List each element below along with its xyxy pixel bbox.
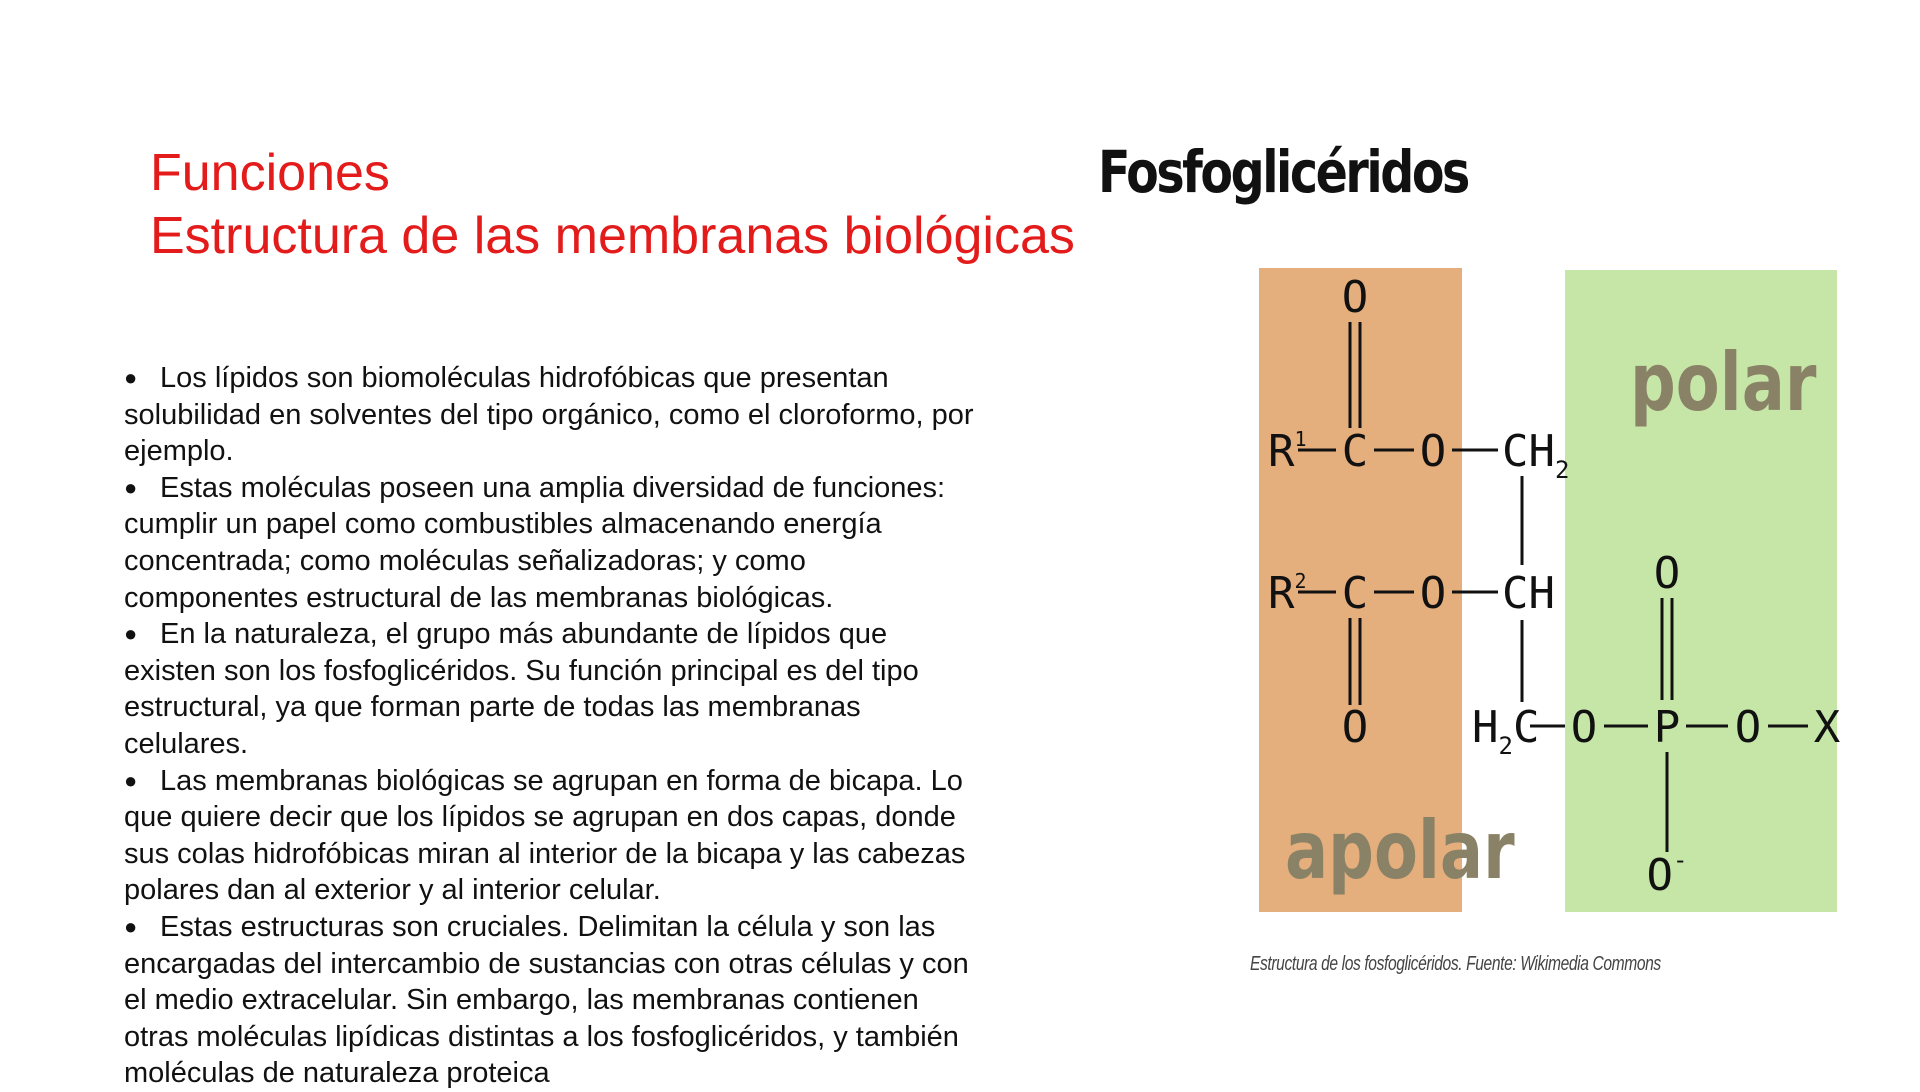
atom-p: P — [1653, 702, 1681, 753]
apolar-label: apolar — [1285, 805, 1515, 898]
atom-c: C — [1341, 426, 1369, 477]
bullet-text: En la naturaleza, el grupo más abundante de lípidos que existen son los fosfoglicéridos. Su función principal es del tipo estructural, ya que forman parte de todas las membranas celulares. — [124, 618, 919, 760]
figure-caption: Estructura de los fosfoglicéridos. Fuente: Wikimedia Commons — [1250, 953, 1661, 975]
bullet-text: Las membranas biológicas se agrupan en forma de bicapa. Lo que quiere decir que los lípidos se agrupan en dos capas, donde sus colas hidrofóbicas miran al interior de la bicapa y las cabezas polares dan al exterior y al interior celular. — [124, 764, 966, 907]
atom-c: C — [1341, 568, 1369, 619]
bullet-icon: ● — [124, 365, 138, 390]
atom-x: X — [1813, 702, 1840, 753]
bullet-icon: ● — [124, 474, 138, 500]
bullet-icon: ● — [124, 621, 138, 647]
slide-title: Estructura de las membranas biológicas — [150, 207, 1075, 265]
atom-r2: $R^2$ — [1268, 568, 1307, 619]
figure-title: Fosfoglicéridos — [1098, 138, 1468, 206]
bullet-item — [124, 763, 984, 909]
bullet-item — [124, 470, 984, 616]
atom-ch: CH — [1502, 568, 1555, 619]
atom-o: O — [1734, 702, 1762, 753]
bullet-item — [124, 616, 984, 762]
bullet-icon: ● — [124, 913, 138, 939]
bullet-item — [124, 360, 984, 470]
atom-h2c: $H_2C$ — [1472, 702, 1540, 760]
bullet-item — [124, 909, 984, 1092]
bullet-icon: ● — [124, 767, 138, 793]
bullet-list — [124, 360, 984, 1092]
atom-ch2: $CH_2$ — [1502, 426, 1570, 484]
section-title: Funciones — [150, 144, 390, 202]
bullet-text: Estas moléculas poseen una amplia diversidad de funciones: cumplir un papel como combustibles almacenando energía concentrada; como moléculas señalizadoras; y como componentes estructural de las membranas biológicas. — [124, 471, 946, 614]
atom-o-minus: O- — [1646, 846, 1688, 901]
atom-o: O — [1570, 702, 1598, 753]
atom-o: O — [1341, 702, 1369, 753]
atom-o: O — [1653, 548, 1681, 599]
atom-r1: $R^1$ — [1268, 426, 1307, 477]
atom-o: O — [1419, 568, 1447, 619]
phosphoglyceride-structure-diagram — [1240, 260, 1840, 920]
atom-o: O — [1419, 426, 1447, 477]
atom-o: O — [1341, 272, 1369, 323]
bullet-text: Los lípidos son biomoléculas hidrofóbicas que presentan solubilidad en solventes del tipo orgánico, como el cloroformo, por ejemplo. — [124, 362, 974, 468]
polar-label: polar — [1630, 337, 1817, 430]
bullet-text: Estas estructuras son cruciales. Delimitan la célula y son las encargadas del intercambio de sustancias con otras células y con el medio extracelular. Sin embargo, las membranas contienen otras moléculas lipídicas distintas a los fosfoglicéridos, y también moléculas de naturaleza proteica — [124, 910, 969, 1090]
